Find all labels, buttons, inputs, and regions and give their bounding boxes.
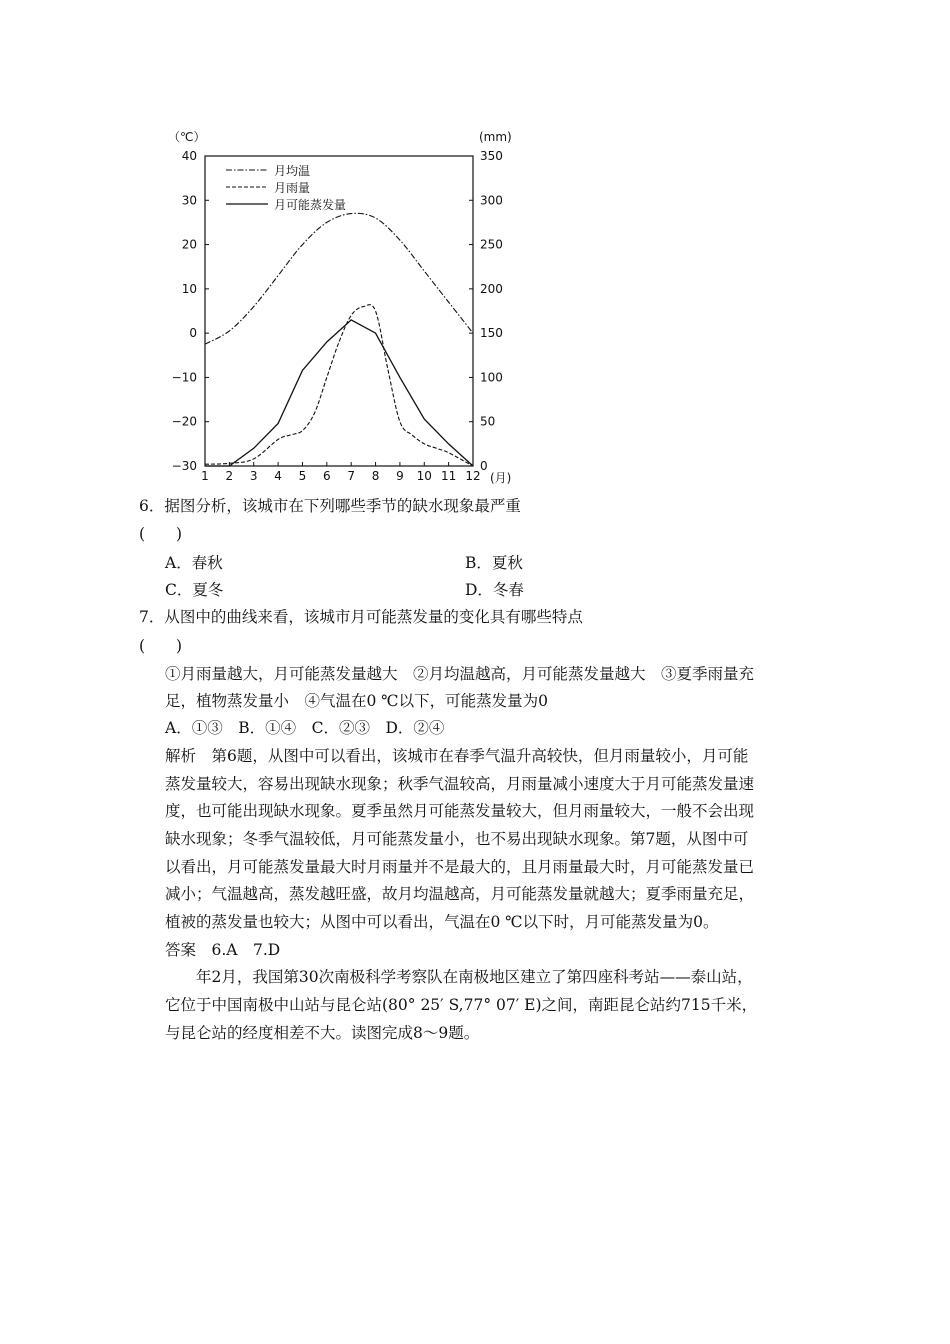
series-line-temperature	[205, 213, 473, 344]
intro-line: 它位于中国南极中山站与昆仑站(80° 25′ S,77° 07′ E)之间，南距昆仑站约715千米，	[165, 996, 758, 1014]
left-tick-label: 20	[181, 237, 197, 252]
left-tick-label: 10	[181, 281, 197, 296]
q7-stem: 7．从图中的曲线来看，该城市月可能蒸发量的变化具有哪些特点	[139, 608, 583, 626]
legend	[226, 164, 346, 212]
x-tick-label: 10	[416, 469, 432, 483]
q6-paren: ( )	[139, 525, 183, 543]
series-line-rainfall	[205, 305, 473, 466]
right-tick-label: 150	[480, 326, 503, 341]
x-tick-label: 2	[225, 469, 234, 483]
left-tick-label: −30	[171, 459, 197, 473]
x-tick-label: 4	[274, 469, 282, 483]
intro-line: 与昆仑站的经度相差不大。读图完成8～9题。	[165, 1024, 480, 1042]
series-lines	[205, 213, 473, 466]
q7-statements-1: ①月雨量越大，月可能蒸发量越大 ②月均温越高，月可能蒸发量越大 ③夏季雨量充	[165, 665, 755, 683]
right-tick-label: 200	[480, 281, 503, 296]
left-tick-label: −10	[171, 370, 197, 385]
legend-label-temp: 月均温	[274, 164, 311, 178]
analysis-line: 度，也可能出现缺水现象。夏季虽然月可能蒸发量较大，但月雨量较大，一般不会出现	[165, 802, 755, 820]
x-axis-ticks	[201, 462, 480, 483]
q7-paren: ( )	[139, 637, 183, 655]
right-axis-ticks	[469, 149, 503, 473]
x-tick-label: 3	[249, 469, 258, 483]
right-tick-label: 350	[480, 149, 503, 163]
right-tick-label: 50	[480, 414, 496, 429]
x-tick-label: 1	[201, 469, 209, 483]
q6-option-a: A．春秋	[165, 554, 223, 572]
right-tick-label: 100	[480, 370, 503, 385]
analysis-line: 以看出，月可能蒸发量最大时月雨量并不是最大的，且月雨量最大时，月可能蒸发量已	[165, 858, 755, 876]
legend-label-rain: 月雨量	[274, 181, 311, 195]
left-axis-ticks	[172, 149, 209, 473]
left-tick-label: 0	[189, 326, 197, 341]
analysis-line: 减小；气温越高，蒸发越旺盛，故月均温越高，月可能蒸发量就越大；夏季雨量充足，	[165, 885, 755, 903]
q7-statements-2: 足，植物蒸发量小 ④气温在0 ℃以下，可能蒸发量为0	[165, 692, 548, 710]
x-tick-label: 11	[440, 469, 457, 483]
analysis-line: 缺水现象；冬季气温较低，月可能蒸发量小，也不易出现缺水现象。第7题，从图中可	[165, 830, 749, 848]
legend-label-evap: 月可能蒸发量	[274, 198, 347, 212]
x-tick-label: 5	[298, 469, 307, 483]
q6-option-b: B．夏秋	[465, 554, 523, 572]
q6-option-d: D．冬春	[465, 581, 524, 599]
analysis-line: 蒸发量较大，容易出现缺水现象；秋季气温较高，月雨量减小速度大于月可能蒸发量速	[165, 775, 755, 793]
x-tick-label: 7	[347, 469, 356, 483]
right-tick-label: 300	[480, 193, 503, 208]
q6-option-c: C．夏冬	[165, 581, 224, 599]
intro-line: 年2月，我国第30次南极科学考察队在南极地区建立了第四座科考站——泰山站，	[165, 968, 753, 986]
q7-options: A．①③ B．①④ C．②③ D．②④	[165, 719, 445, 737]
x-tick-label: 6	[322, 469, 331, 483]
answer: 答案 6.A 7.D	[165, 941, 281, 959]
x-tick-label: 8	[371, 469, 380, 483]
left-tick-label: 30	[181, 193, 197, 208]
left-axis-unit: （℃）	[168, 130, 206, 144]
x-tick-label: 12	[465, 469, 481, 483]
analysis-line: 解析 第6题，从图中可以看出，该城市在春季气温升高较快，但月雨量较小，月可能	[165, 747, 749, 765]
left-tick-label: 40	[181, 149, 197, 163]
series-line-evaporation	[205, 320, 473, 466]
right-tick-label: 0	[480, 459, 488, 473]
left-tick-label: −20	[171, 414, 197, 429]
q6-stem: 6．据图分析，该城市在下列哪些季节的缺水现象最严重	[139, 497, 521, 515]
right-tick-label: 250	[480, 237, 503, 252]
analysis-line: 植被的蒸发量也较大；从图中可以看出，气温在0 ℃以下时，月可能蒸发量为0。	[165, 913, 719, 931]
x-axis-unit: (月)	[490, 471, 512, 485]
x-tick-label: 9	[396, 469, 404, 483]
right-axis-unit: (mm)	[479, 130, 512, 144]
climate-chart	[160, 124, 530, 486]
